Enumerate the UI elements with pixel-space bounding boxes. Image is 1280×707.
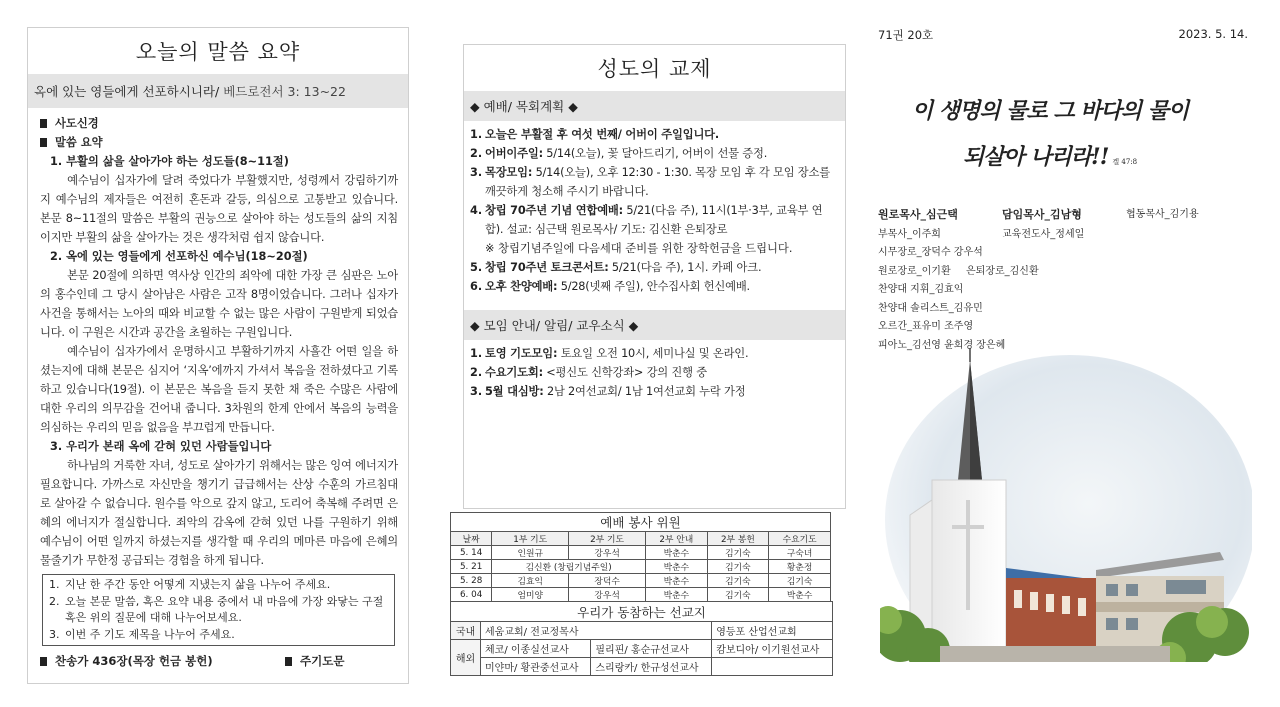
meeting-news-header: ◆ 모임 안내/ 알림/ 교우소식 ◆ <box>464 310 845 340</box>
table-cell: 박춘수 <box>646 588 708 602</box>
staff-name: 원로장로_이기환 <box>878 265 951 277</box>
item-text: <평신도 신학강좌> 강의 진행 중 <box>542 366 707 379</box>
table-cell: 김효익 <box>492 574 569 588</box>
meeting-news-list <box>464 340 845 401</box>
point-heading: 3. 우리가 본래 옥에 갇혀 있던 사람들입니다 <box>50 440 272 453</box>
mission-table <box>450 601 833 676</box>
table-cell: 6. 04 <box>451 588 492 602</box>
table-cell: 체코/ 이종실선교사 <box>481 640 591 658</box>
column-header: 날짜 <box>451 532 492 546</box>
item-number: 3. <box>470 166 483 179</box>
square-bullet-icon <box>40 119 47 128</box>
bulletin-date: 2023. 5. 14. <box>1178 27 1248 41</box>
table-row <box>451 658 833 676</box>
item-title: 창립 70주년 토크콘서트: <box>485 261 609 274</box>
point-heading: 1. 부활의 삶을 살아가야 하는 성도들(8~11절) <box>50 155 289 168</box>
item-number: 3. <box>470 385 483 398</box>
theme-verse-line2: 되살아 나리라!! <box>962 144 1109 170</box>
point-paragraph: 예수님이 십자가에서 운명하시고 부활하기까지 사흘간 어떤 일을 하셨는지에 대해 본문은 심지어 ‘지옥’에까지 가셔서 복음을 전하셨다고 기록하고 있습니다(19절). 이 본문은 복음을 듣지 못한 채 죽은 수많은 사람에 대한 우리의 의무감을 건어내 줍니다. 3차원의 한계 안에서 복음의 능력을 의심하는 우리의 믿음 없음을 부끄럽게 만듭니다. <box>40 345 398 434</box>
staff-name: 담임목사_김남형 <box>1002 208 1082 221</box>
discussion-questions-box <box>42 574 395 646</box>
table-row <box>451 574 831 588</box>
item-text: 토요일 오전 10시, 세미나실 및 온라인. <box>557 347 749 360</box>
staff-row: 찬양대 솔리스트_김유민 <box>878 302 983 314</box>
list-item <box>470 125 837 144</box>
item-text: 5/28(넷째 주일), 안수집사회 헌신예배. <box>557 280 750 293</box>
lords-prayer-label: 주기도문 <box>300 654 345 668</box>
column-header: 2부 기도 <box>569 532 646 546</box>
theme-verse-reference: 겔 47:8 <box>1112 158 1138 166</box>
question-item <box>49 627 388 644</box>
item-text: 5/21(다음 주), 1시. 카페 아크. <box>608 261 762 274</box>
scripture-reference: 베드로전서 3: 13~22 <box>223 84 346 99</box>
table-cell: 김기숙 <box>707 574 769 588</box>
item-title: 수요기도회: <box>485 366 543 379</box>
column-header: 수요기도 <box>769 532 831 546</box>
staff-row: 찬양대 지휘_김효익 <box>878 284 964 295</box>
list-item <box>470 382 837 401</box>
table-cell <box>712 658 833 676</box>
staff-name: 부목사_이주희 <box>878 228 941 240</box>
creed-label: 사도신경 <box>55 117 99 130</box>
item-title: 5월 대심방: <box>485 385 544 398</box>
creed-line <box>40 114 398 133</box>
table-cell: 김기숙 <box>707 588 769 602</box>
staff-name: 원로목사_심근택 <box>878 208 958 221</box>
question-text: 지난 한 주간 동안 어떻게 지냈는지 삶을 나누어 주세요. <box>65 578 331 591</box>
item-number: 5. <box>470 261 483 274</box>
square-bullet-icon <box>40 657 47 666</box>
table-cell: 박춘수 <box>769 588 831 602</box>
table-cell: 엄미양 <box>492 588 569 602</box>
staff-name: 은퇴장로_김신환 <box>966 265 1039 277</box>
staff-row: 시무장로_장덕수 강우석 <box>878 247 983 258</box>
item-number: 1. <box>470 347 483 360</box>
item-title: 어버이주일: <box>485 147 543 160</box>
theme-verse-line1: 이 생명의 물로 그 바다의 물이 <box>911 98 1189 124</box>
table-cell: 구숙녀 <box>769 546 831 560</box>
staff-row <box>878 263 1199 282</box>
worship-plan-header: ◆ 예배/ 목회계획 ◆ <box>464 91 845 121</box>
domestic-label: 국내 <box>451 622 481 640</box>
staff-row <box>878 206 1199 226</box>
list-item <box>470 201 837 239</box>
question-text: 이번 주 기도 제목을 나누어 주세요. <box>65 627 235 641</box>
table-cell: 영등포 산업선교회 <box>712 622 833 640</box>
square-bullet-icon <box>40 138 47 147</box>
service-committee-table <box>450 512 831 602</box>
scholarship-note: ※ 창립기념주일에 다음세대 준비를 위한 장학헌금을 드립니다. <box>485 242 793 255</box>
item-text: 5/14(오늘), 꽃 달아드리기, 어버이 선물 증정. <box>542 147 768 160</box>
table-cell: 장덕수 <box>569 574 646 588</box>
staff-row <box>878 226 1199 245</box>
table-cell: 5. 28 <box>451 574 492 588</box>
list-item <box>470 363 837 382</box>
table-cell: 김기숙 <box>707 560 769 574</box>
list-item <box>470 144 837 163</box>
item-text: 5/21(다음 주), 11시(1부·3부, 교육부 연합). 설교: 심근택 원로목사/ 기도: 김신환 은퇴장로 <box>485 204 823 236</box>
summary-line <box>40 133 398 152</box>
item-title: 오늘은 부활절 후 여섯 번째/ 어버이 주일입니다. <box>485 128 719 141</box>
sermon-summary-title: 오늘의 말씀 요약 <box>135 40 301 64</box>
question-text: 오늘 본문 말씀, 혹은 요약 내용 중에서 내 마음에 가장 와닿는 구절 혹은 위의 질문에 대해 나누어보세요. <box>65 594 384 624</box>
table-cell: 세움교회/ 전교정목사 <box>481 622 712 640</box>
point-paragraph: 하나님의 거룩한 자녀, 성도로 살아가기 위해서는 많은 잉여 에너지가 필요합니다. 가까스로 자신만을 챙기기 급급해서는 산상 수훈의 가르침대로 살아갈 수 없습니다. 원수를 악으로 갚지 않고, 도리어 축복해 주려면 은혜의 에너지가 절실합니다. 죄악의 감옥에 갇혀 있던 나를 구원하기 위해 예수님이 어떤 일까지 하셨는지를 생각할 때 우리의 메마른 마음에 은혜의 물줄기가 무한정 공급되는 경험을 하게 됩니다. <box>40 459 398 567</box>
summary-label: 말씀 요약 <box>55 136 103 149</box>
item-title: 목장모임: <box>485 166 533 179</box>
closing-row <box>40 652 398 671</box>
item-number: 4. <box>470 204 483 217</box>
point-paragraph: 예수님이 십자가에 달려 죽었다가 부활했지만, 성령께서 강림하기까지 예수님의 제자들은 여전히 혼돈과 갈등, 의심으로 고통받고 있습니다. 본문 8~11절의 말씀은 부활의 권능으로 살아야 하는 성도들의 삶의 지침이지만 부활의 삶을 살아가는 것은 생각처럼 쉽지 않습니다. <box>40 174 398 244</box>
table-row <box>451 640 833 658</box>
square-bullet-icon <box>285 657 292 666</box>
church-building-image <box>880 340 1252 680</box>
issue-number: 71권 20호 <box>878 28 934 42</box>
worship-plan-list <box>464 121 845 296</box>
table-cell: 미얀마/ 황관중선교사 <box>481 658 591 676</box>
list-item <box>470 258 837 277</box>
list-item <box>470 277 837 296</box>
table-cell: 김신환 (창립기념주일) <box>492 560 646 574</box>
column-header: 2부 봉헌 <box>707 532 769 546</box>
staff-list <box>878 206 1199 355</box>
item-text: 2남 2여선교회/ 1남 1여선교회 누락 가정 <box>543 385 746 398</box>
theme-verse <box>900 88 1200 185</box>
table-row <box>451 588 831 602</box>
point-paragraph: 본문 20절에 의하면 역사상 인간의 죄악에 대한 가장 큰 심판은 노아의 홍수인데 그 당시 살아남은 사람은 고작 8명이었습니다. 그러나 십자가 사건을 통해서는 노아의 때와 비교할 수 없는 많은 사람이 구원받게 되었습니다. 이 구원은 시간과 공간을 초월하는 구원입니다. <box>40 269 398 339</box>
item-text: 5/14(오늘), 오후 12:30 - 1:30. 목장 모임 후 각 모임 장소를 깨끗하게 청소해 주시기 바랍니다. <box>485 166 830 198</box>
table-cell: 스리랑카/ 한규성선교사 <box>591 658 712 676</box>
question-number: 1. <box>49 578 60 591</box>
fellowship-panel <box>463 44 846 509</box>
scripture-bar <box>28 74 408 108</box>
staff-row: 피아노_김선영 윤희경 장은혜 <box>878 339 1006 351</box>
question-item <box>49 594 388 627</box>
table-cell: 강우석 <box>569 588 646 602</box>
table-header-row <box>451 532 831 546</box>
scripture-title: 옥에 있는 영들에게 선포하시니라/ <box>34 84 220 99</box>
table-row <box>451 622 833 640</box>
table-cell: 인원규 <box>492 546 569 560</box>
table-cell: 5. 21 <box>451 560 492 574</box>
question-number: 2. <box>49 594 60 608</box>
table-cell: 강우석 <box>569 546 646 560</box>
item-title: 토영 기도모임: <box>485 347 558 360</box>
staff-row: 오르간_표유미 조주영 <box>878 321 974 332</box>
list-item <box>470 163 837 201</box>
table-row <box>451 560 831 574</box>
sermon-summary-panel <box>27 27 409 684</box>
table-cell: 필리핀/ 홍순규선교사 <box>591 640 712 658</box>
sermon-body <box>28 108 408 671</box>
table-row <box>451 546 831 560</box>
table-cell: 박춘수 <box>646 546 708 560</box>
table-cell: 박춘수 <box>646 560 708 574</box>
item-number: 2. <box>470 366 483 379</box>
staff-name: 교육전도사_정세일 <box>1002 228 1085 240</box>
point-heading: 2. 옥에 있는 영들에게 선포하신 예수님(18~20절) <box>50 250 308 263</box>
item-title: 오후 찬양예배: <box>485 280 558 293</box>
table-cell: 박춘수 <box>646 574 708 588</box>
table-cell: 김기숙 <box>769 574 831 588</box>
column-header: 1부 기도 <box>492 532 569 546</box>
table-cell: 김기숙 <box>707 546 769 560</box>
table-cell: 캄보디아/ 이기원선교사 <box>712 640 833 658</box>
item-title: 창립 70주년 기념 연합예배: <box>485 204 623 217</box>
item-number: 1. <box>470 128 483 141</box>
list-item <box>470 344 837 363</box>
question-item <box>49 577 388 594</box>
overseas-label: 해외 <box>451 640 481 676</box>
question-number: 3. <box>49 627 60 641</box>
item-number: 6. <box>470 280 483 293</box>
table-cell: 황춘정 <box>769 560 831 574</box>
table-caption: 예배 봉사 위원 <box>451 513 831 532</box>
table-caption: 우리가 동참하는 선교지 <box>451 602 833 622</box>
fellowship-title: 성도의 교제 <box>597 57 712 81</box>
staff-name: 협동목사_김기용 <box>1126 209 1199 220</box>
table-cell: 5. 14 <box>451 546 492 560</box>
item-number: 2. <box>470 147 483 160</box>
column-header: 2부 안내 <box>646 532 708 546</box>
hymn-label: 찬송가 436장(목장 헌금 봉헌) <box>55 654 213 668</box>
